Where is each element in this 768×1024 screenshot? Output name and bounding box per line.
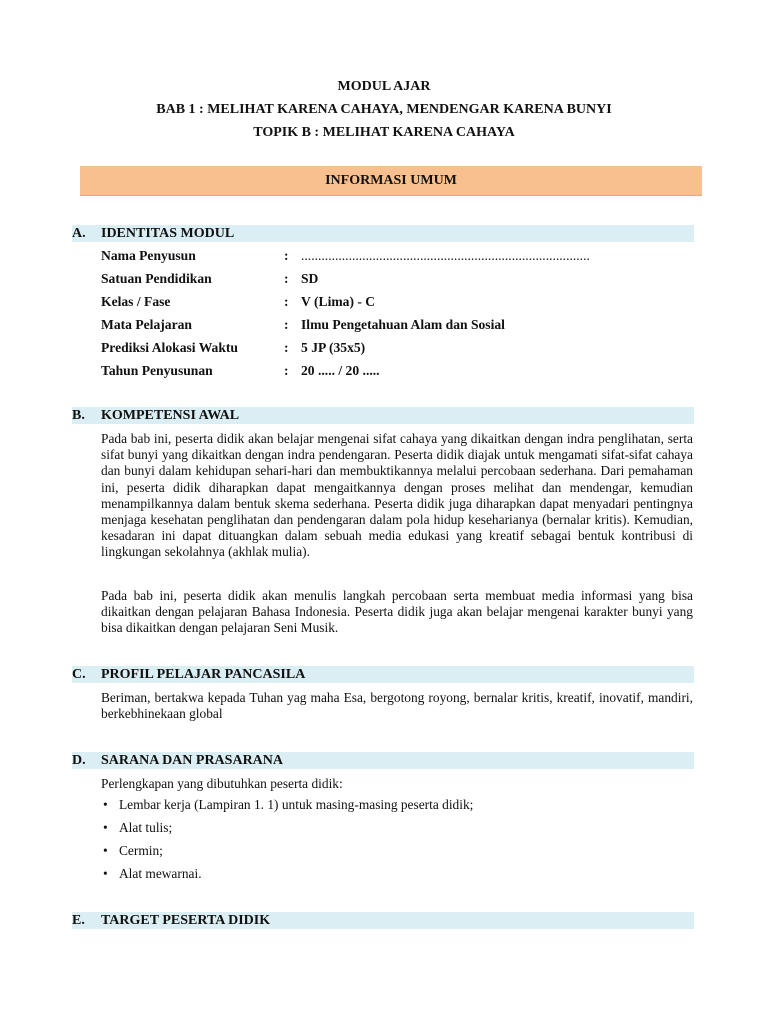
identity-value: Ilmu Pengetahuan Alam dan Sosial <box>301 317 505 332</box>
bullet-icon: • <box>103 843 108 858</box>
identity-value: SD <box>301 271 319 286</box>
bullet-icon: • <box>103 866 108 881</box>
section-letter: A. <box>72 226 86 241</box>
list-item-text: Lembar kerja (Lampiran 1. 1) untuk masing-masing peserta didik; <box>119 797 474 812</box>
module-title: MODUL AJAR <box>337 79 431 94</box>
identity-value: 20 ..... / 20 ..... <box>301 363 380 378</box>
list-item-text: Alat mewarnai. <box>119 866 202 881</box>
identity-colon: : <box>284 248 289 263</box>
list-item-text: Cermin; <box>119 843 163 858</box>
section-title: TARGET PESERTA DIDIK <box>101 913 271 928</box>
section-c-heading <box>72 666 694 683</box>
document-title-block <box>0 75 768 144</box>
section-title: KOMPETENSI AWAL <box>101 408 240 423</box>
section-title: PROFIL PELAJAR PANCASILA <box>101 667 306 682</box>
identity-value: ..................................................................................... <box>301 248 590 263</box>
section-e-heading <box>72 912 694 929</box>
initial-competency-paragraph-2: Pada bab ini, peserta didik akan menulis langkah percobaan serta membuat media informasi yang bisa dikaitkan dengan pelajaran Bahasa Indonesia. Peserta didik juga akan belajar mengenai karakter bunyi yang bisa dikaitkan dengan pelajaran Seni Musik. <box>101 588 693 636</box>
identity-colon: : <box>284 340 289 355</box>
identity-label: Kelas / Fase <box>101 294 171 309</box>
identity-label: Nama Penyusun <box>101 248 196 263</box>
section-title: IDENTITAS MODUL <box>101 226 235 241</box>
list-item <box>101 865 473 888</box>
pancasila-profile-text: Beriman, bertakwa kepada Tuhan yag maha Esa, bergotong royong, bernalar kritis, kreatif, inovatif, mandiri, berkebhinekaan global <box>101 690 693 722</box>
identity-label: Prediksi Alokasi Waktu <box>101 340 238 355</box>
bullet-icon: • <box>103 820 108 835</box>
section-letter: B. <box>72 408 85 423</box>
identity-value: V (Lima) - C <box>301 294 376 309</box>
identity-label: Tahun Penyusunan <box>101 363 213 378</box>
identity-colon: : <box>284 317 289 332</box>
section-b-heading <box>72 407 694 424</box>
list-item-text: Alat tulis; <box>119 820 173 835</box>
chapter-title: BAB 1 : MELIHAT KARENA CAHAYA, MENDENGAR KARENA BUNYI <box>156 102 612 117</box>
section-letter: C. <box>72 667 86 682</box>
section-letter: E. <box>72 913 85 928</box>
identity-label: Mata Pelajaran <box>101 317 192 332</box>
equipment-intro: Perlengkapan yang dibutuhkan peserta didik: <box>101 776 343 791</box>
general-info-banner: INFORMASI UMUM <box>80 166 702 196</box>
bullet-icon: • <box>103 797 108 812</box>
initial-competency-paragraph-1: Pada bab ini, peserta didik akan belajar mengenai sifat cahaya yang dikaitkan dengan indra penglihatan, serta sifat bunyi yang dikaitkan dengan indra pendengaran. Peserta didik diajak untuk mengamati sifat-sifat cahaya dan bunyi dalam kehidupan sehari-hari dan membuktikannya melalui percobaan sederhana. Dari pemahaman ini, peserta didik diharapkan dapat mengaitkannya dengan proses melihat dan mendengar, kemudian menampilkannya dalam bentuk skema sederhana. Peserta didik juga diharapkan dapat menyadari pentingnya menjaga kesehatan penglihatan dan pendengaran dalam pola hidup keseharianya (bernalar kritis). Kemudian, kesadaran ini dapat dituangkan dalam sebuah media edukasi yang kreatif sebagai bentuk kontribusi di lingkungan sekolahnya (akhlak mulia). <box>101 431 693 560</box>
identity-colon: : <box>284 271 289 286</box>
identity-colon: : <box>284 363 289 378</box>
equipment-list <box>101 796 473 888</box>
identity-value: 5 JP (35x5) <box>301 340 366 355</box>
identity-colon: : <box>284 294 289 309</box>
section-d-heading <box>72 752 694 769</box>
list-item <box>101 819 473 842</box>
topic-title: TOPIK B : MELIHAT KARENA CAHAYA <box>253 125 515 140</box>
section-letter: D. <box>72 753 86 768</box>
list-item <box>101 796 473 819</box>
identity-label: Satuan Pendidikan <box>101 271 212 286</box>
section-title: SARANA DAN PRASARANA <box>101 753 284 768</box>
list-item <box>101 842 473 865</box>
section-a-heading <box>72 225 694 242</box>
